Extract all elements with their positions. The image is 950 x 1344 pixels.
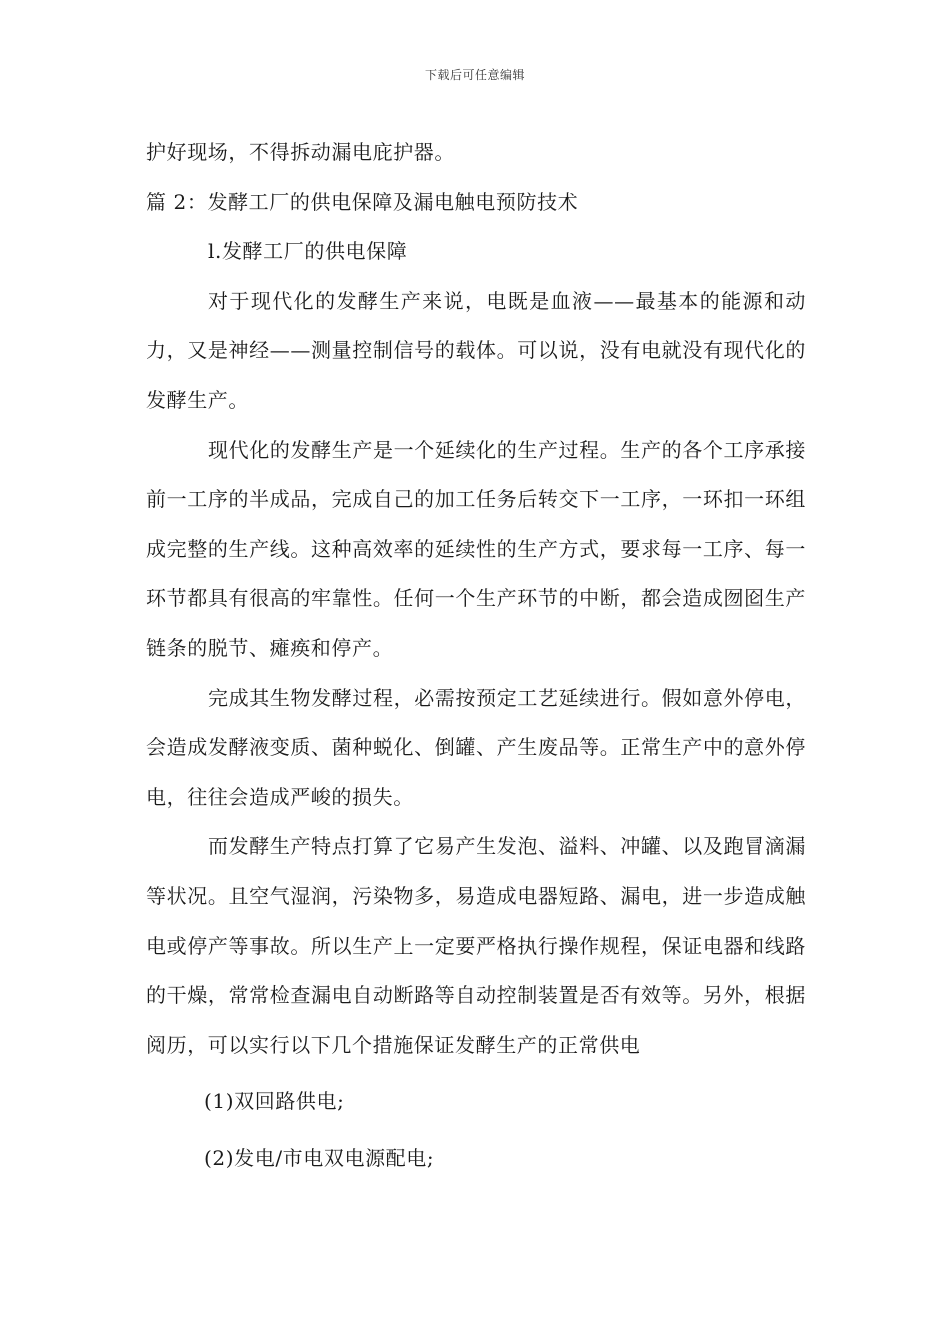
list-spacer (146, 1070, 806, 1077)
list-item: (2)发电/市电双电源配电; (204, 1145, 435, 1170)
paragraph-4: 而发酵生产特点打算了它易产生发泡、溢料、冲罐、以及跑冒滴漏等状况。且空气湿润，污染物多，易造成电器短路、漏电，进一步造成触电或停产等事故。所以生产上一定要严格执行操作规程，保证电器和线路的干燥，常常检查漏电自动断路等自动控制装置是否有效等。另外，根据阅历，可以实行以下几个措施保证发酵生产的正常供电 (146, 834, 806, 1057)
article-title: 篇 2：发酵工厂的供电保障及漏电触电预防技术 (146, 189, 579, 214)
document-body (146, 128, 806, 1183)
list-item: (1)双回路供电; (204, 1089, 345, 1114)
list-spacer (146, 1127, 806, 1134)
section-heading: l.发酵工厂的供电保障 (208, 239, 408, 264)
paragraph-3: 完成其生物发酵过程，必需按预定工艺延续进行。假如意外停电，会造成发酵液变质、菌种蜕化、倒罐、产生废品等。正常生产中的意外停电，往往会造成严峻的损失。 (146, 685, 806, 809)
page-header: 下载后可任意编辑 (424, 68, 525, 82)
continuation-paragraph: 护好现场，不得拆动漏电庇护器。 (146, 140, 455, 164)
paragraph-2: 现代化的发酵生产是一个延续化的生产过程。生产的各个工序承接前一工序的半成品，完成自己的加工任务后转交下一工序，一环扣一环组成完整的生产线。这种高效率的延续性的生产方式，要求每一工序、每一环节都具有很高的牢靠性。任何一个生产环节的中断，都会造成囫囵生产链条的脱节、瘫痪和停产。 (146, 437, 806, 660)
paragraph-1: 对于现代化的发酵生产来说，电既是血液——最基本的能源和动力，又是神经——测量控制信号的载体。可以说，没有电就没有现代化的发酵生产。 (146, 288, 806, 412)
